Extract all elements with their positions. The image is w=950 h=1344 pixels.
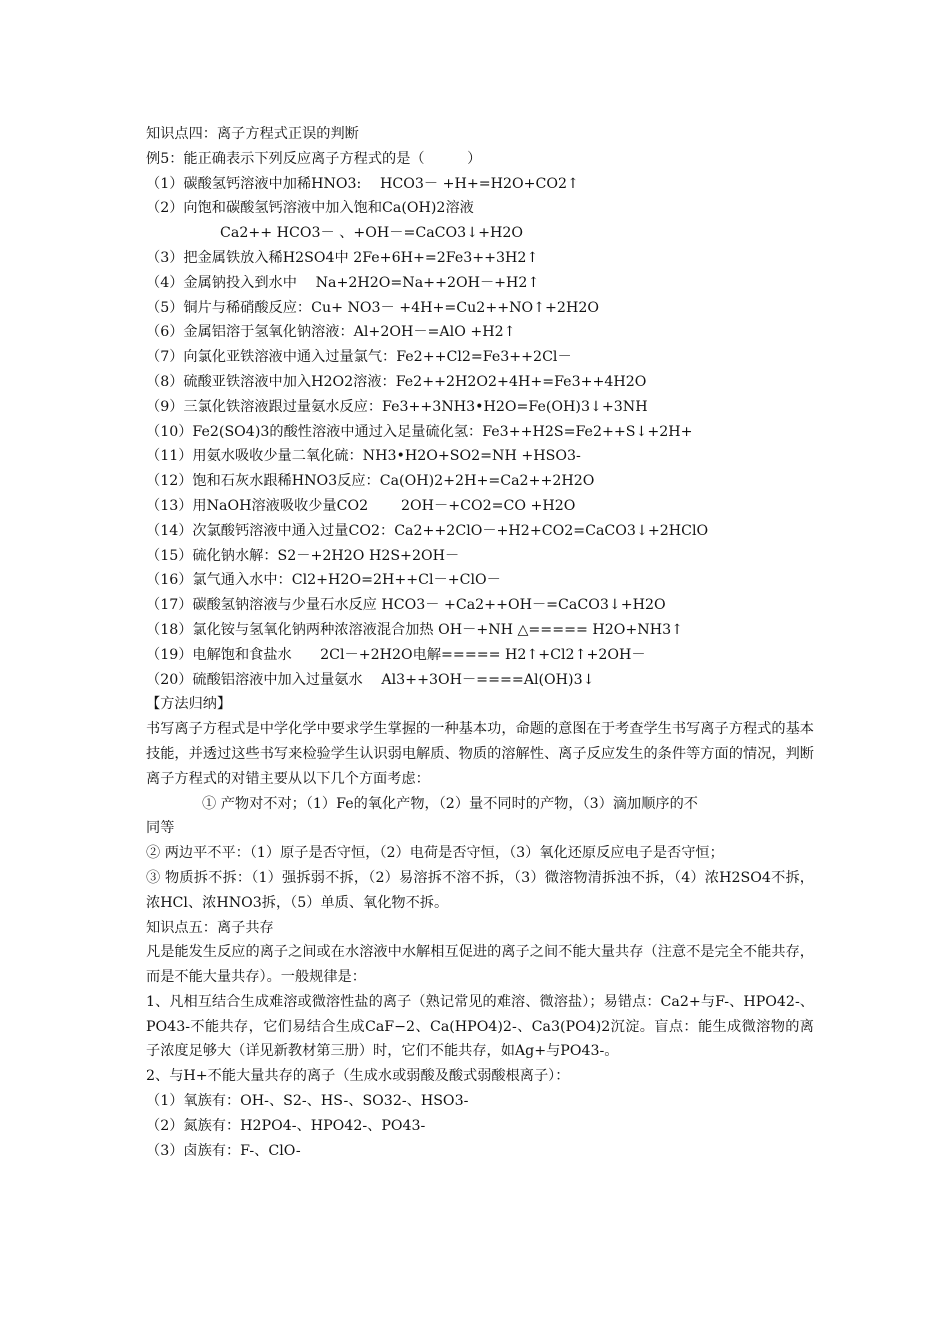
list-item: （3）把金属铁放入稀H2SO4中 2Fe+6H+=2Fe3++3H2↑: [146, 249, 539, 266]
list-item: （1）碳酸氢钙溶液中加稀HNO3: HCO3－ +H+=H2O+CO2↑: [146, 175, 579, 192]
list-item: （1）氧族有：OH-、S2-、HS-、SO32-、HSO3-: [146, 1093, 469, 1110]
list-item: （13）用NaOH溶液吸收少量CO2 2OH－+CO2=CO +H2O: [146, 497, 576, 514]
method-intro: 书写离子方程式是中学化学中要求学生掌握的一种基本功，命题的意图在于考查学生书写离子方程式的基本技能，并透过这些书写来检验学生认识弱电解质、物质的溶解性、离子反应发生的条件等方面的情况，判断离子方程式的对错主要从以下几个方面考虑：: [146, 721, 814, 787]
list-item: （20）硫酸铝溶液中加入过量氨水 Al3++3OH－====Al(OH)3↓: [146, 671, 595, 688]
method-point-3: ③ 物质拆不拆：（1）强拆弱不拆，（2）易溶拆不溶不拆，（3）微溶物清拆浊不拆，（4）浓H2SO4不拆，浓HCl、浓HNO3拆，（5）单质、氧化物不拆。: [146, 869, 814, 911]
section5-intro: 凡是能发生反应的离子之间或在水溶液中水解相互促进的离子之间不能大量共存（注意不是完全不能共存，而是不能大量共存）。一般规律是：: [146, 944, 814, 986]
list-item: （16）氯气通入水中：Cl2+H2O=2H++Cl－+ClO－: [146, 572, 501, 589]
list-item: （7）向氯化亚铁溶液中通入过量氯气：Fe2++Cl2=Fe3++2Cl－: [146, 349, 572, 366]
ion-group-list: [146, 1089, 814, 1163]
list-item: （8）硫酸亚铁溶液中加入H2O2溶液：Fe2++2H2O2+4H+=Fe3++4H2O: [146, 373, 647, 390]
list-item: （3）卤族有：F-、ClO-: [146, 1142, 301, 1159]
list-item: （9）三氯化铁溶液跟过量氨水反应：Fe3++3NH3•H2O=Fe(OH)3↓+3NH: [146, 398, 648, 415]
section5-rule-2: 2、与H+不能大量共存的离子（生成水或弱酸及酸式弱酸根离子）：: [146, 1068, 570, 1085]
method-title: 【方法归纳】: [146, 696, 232, 713]
list-item: （2）向饱和碳酸氢钙溶液中加入饱和Ca(OH)2溶液: [146, 200, 474, 217]
method-point-1-cont: 同等: [146, 820, 175, 837]
list-item: Ca2++ HCO3－ 、+OH－=CaCO3↓+H2O: [220, 225, 523, 242]
list-item: （15）硫化钠水解：S2－+2H2O H2S+2OH－: [146, 547, 460, 564]
section5-title: 知识点五：离子共存: [146, 919, 274, 936]
list-item: （11）用氨水吸收少量二氧化硫：NH3•H2O+SO2=NH +HSO3-: [146, 448, 581, 465]
equation-list: [146, 172, 814, 693]
document-page: [146, 122, 814, 1163]
example-question: 例5：能正确表示下列反应离子方程式的是（ ）: [146, 150, 482, 167]
method-point-1: ① 产物对不对；（1）Fe的氧化产物，（2）量不同时的产物，（3）滴加顺序的不: [202, 795, 698, 812]
list-item: （5）铜片与稀硝酸反应：Cu+ NO3－ +4H+=Cu2++NO↑+2H2O: [146, 299, 599, 316]
section5-rule-1: 1、凡相互结合生成难溶或微溶性盐的离子（熟记常见的难溶、微溶盐）；易错点：Ca2+与F-、HPO42-、PO43-不能共存，它们易结合生成CaF−2、Ca(HPO4)2-、Ca3(PO4)2沉淀。盲点：能生成微溶物的离子浓度足够大（详见新教材第三册）时，它们不能共存，如Ag+与PO43-。: [146, 993, 814, 1060]
list-item: （2）氮族有：H2PO4-、HPO42-、PO43-: [146, 1117, 426, 1134]
list-item: （6）金属铝溶于氢氧化钠溶液：Al+2OH－=AlO +H2↑: [146, 324, 516, 341]
list-item: （14）次氯酸钙溶液中通入过量CO2：Ca2++2ClO－+H2+CO2=CaCO3↓+2HClO: [146, 522, 709, 539]
list-item: （4）金属钠投入到水中 Na+2H2O=Na++2OH－+H2↑: [146, 274, 540, 291]
list-item: （17）碳酸氢钠溶液与少量石水反应 HCO3－ +Ca2++OH－=CaCO3↓+H2O: [146, 597, 666, 614]
section4-title: 知识点四：离子方程式正误的判断: [146, 126, 359, 142]
list-item: （18）氯化铵与氢氧化钠两种浓溶液混合加热 OH－+NH △===== H2O+NH3↑: [146, 621, 683, 638]
list-item: （12）饱和石灰水跟稀HNO3反应：Ca(OH)2+2H+=Ca2++2H2O: [146, 473, 595, 490]
list-item: （19）电解饱和食盐水 2Cl－+2H2O电解===== H2↑+Cl2↑+2OH－: [146, 646, 646, 663]
list-item: （10）Fe2(SO4)3的酸性溶液中通过入足量硫化氢：Fe3++H2S=Fe2++S↓+2H+: [146, 423, 693, 440]
method-point-2: ② 两边平不平：（1）原子是否守恒，（2）电荷是否守恒，（3）氧化还原反应电子是否守恒；: [146, 845, 724, 862]
